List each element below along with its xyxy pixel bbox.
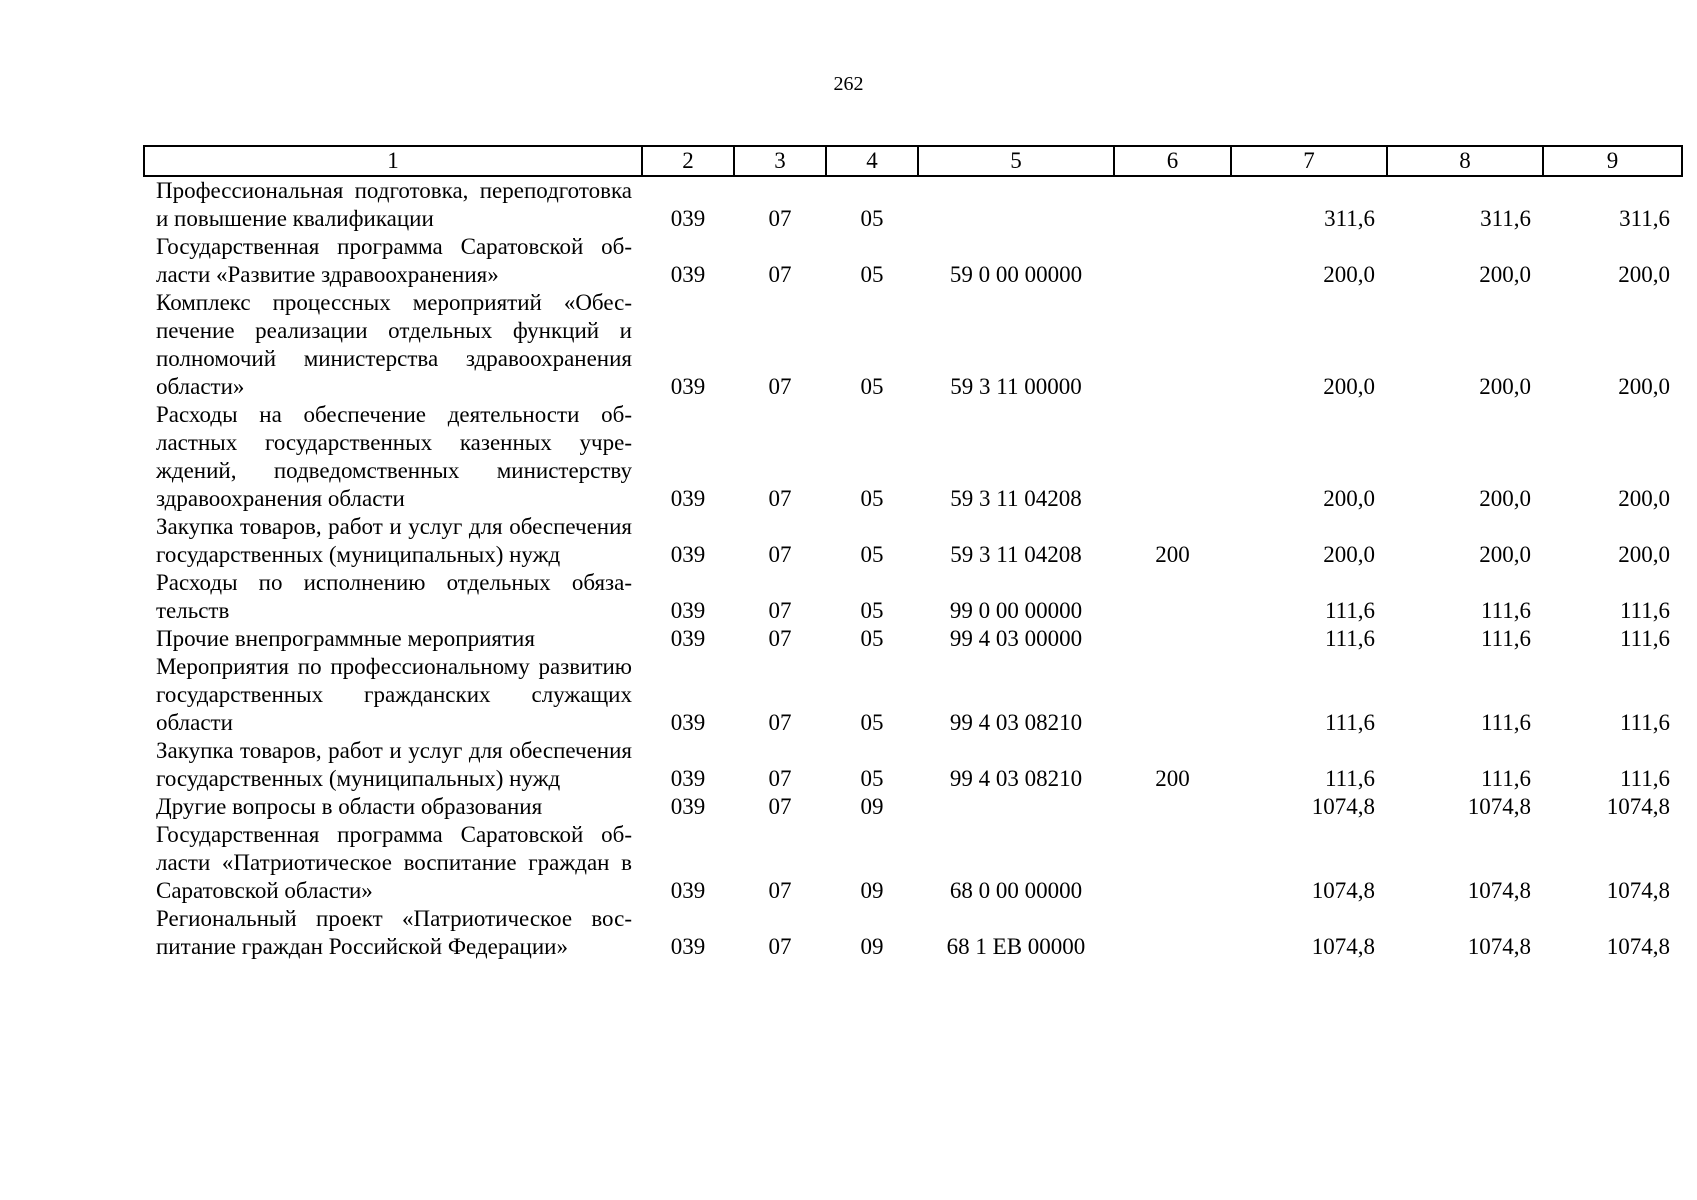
row-name-cell: Государственная программа Саратовской области «Развитие здравоохранения»: [156, 234, 632, 287]
subsection-cell: 05: [860, 598, 884, 623]
amount-cell: 311,6: [1619, 206, 1670, 231]
table-row: [144, 289, 1682, 401]
target-article-cell: 68 1 ЕВ 00000: [946, 934, 1086, 959]
amount-cell: 1074,8: [1311, 794, 1375, 819]
admin-code-cell: 039: [670, 542, 706, 567]
amount-cell: 1074,8: [1606, 794, 1670, 819]
table-row: [144, 793, 1682, 821]
table-row: [144, 905, 1682, 961]
row-name-cell: Прочие внепрограммные мероприятия: [156, 626, 535, 651]
subsection-cell: 05: [860, 262, 884, 287]
table-row: [144, 401, 1682, 513]
row-name-cell: Закупка товаров, работ и услуг для обеспечения государственных (муниципальных) нужд: [156, 738, 632, 791]
admin-code-cell: 039: [670, 206, 706, 231]
amount-cell: 111,6: [1324, 766, 1375, 791]
target-article-cell: 59 3 11 00000: [950, 374, 1082, 399]
row-name-cell: Государственная программа Саратовской области «Патриотическое воспитание граждан в Саратовской области»: [156, 822, 632, 903]
amount-cell: 200,0: [1323, 374, 1375, 399]
amount-cell: 1074,8: [1311, 934, 1375, 959]
expense-type-cell: [1114, 905, 1231, 961]
expense-type-cell: [1114, 176, 1231, 233]
row-name-cell: Расходы по исполнению отдельных обязательств: [156, 570, 632, 623]
admin-code-cell: 039: [670, 878, 706, 903]
admin-code-cell: 039: [670, 598, 706, 623]
target-article-cell: 59 0 00 00000: [949, 262, 1083, 287]
amount-cell: 200,0: [1479, 542, 1531, 567]
expense-type-cell: [1114, 569, 1231, 625]
column-header-3: 3: [734, 146, 826, 176]
row-name-cell: Комплекс процессных мероприятий «Обеспечение реализации отдельных функций и полномочий министерства здравоохранения области»: [156, 290, 632, 399]
amount-cell: 200,0: [1323, 486, 1375, 511]
target-article-cell: 59 3 11 04208: [950, 542, 1082, 567]
subsection-cell: 05: [860, 766, 884, 791]
amount-cell: 111,6: [1324, 626, 1375, 651]
section-cell: 07: [768, 626, 792, 651]
amount-cell: 200,0: [1323, 542, 1375, 567]
table-row: [144, 653, 1682, 737]
column-header-4: 4: [826, 146, 918, 176]
subsection-cell: 05: [860, 710, 884, 735]
section-cell: 07: [768, 542, 792, 567]
admin-code-cell: 039: [670, 262, 706, 287]
amount-cell: 111,6: [1480, 626, 1531, 651]
column-header-8: 8: [1387, 146, 1543, 176]
table-row: [144, 625, 1682, 653]
table-body: [144, 176, 1682, 961]
column-header-7: 7: [1231, 146, 1387, 176]
table-row: [144, 737, 1682, 793]
target-article-cell: 99 4 03 00000: [949, 626, 1083, 651]
subsection-cell: 05: [860, 542, 884, 567]
expense-type-cell: [1114, 625, 1231, 653]
row-name-cell: Профессиональная подготовка, переподготовка и повышение квалификации: [156, 178, 632, 231]
expense-type-cell: [1114, 653, 1231, 737]
section-cell: 07: [768, 262, 792, 287]
amount-cell: 1074,8: [1467, 878, 1531, 903]
page-number: 262: [833, 73, 864, 95]
budget-table: [143, 145, 1683, 961]
target-article-cell: 99 4 03 08210: [949, 766, 1083, 791]
subsection-cell: 05: [860, 206, 884, 231]
table-row: [144, 513, 1682, 569]
target-article-cell: 68 0 00 00000: [949, 878, 1083, 903]
target-article-cell: [918, 793, 1114, 821]
amount-cell: 200,0: [1618, 262, 1670, 287]
subsection-cell: 05: [860, 374, 884, 399]
amount-cell: 200,0: [1618, 542, 1670, 567]
expense-type-cell: [1114, 793, 1231, 821]
amount-cell: 311,6: [1324, 206, 1375, 231]
expense-type-cell: [1114, 233, 1231, 289]
subsection-cell: 09: [860, 794, 884, 819]
subsection-cell: 05: [860, 626, 884, 651]
section-cell: 07: [768, 598, 792, 623]
row-name-cell: Расходы на обеспечение деятельности областных государственных казенных учреждений, подведомственных министерству здравоохранения области: [156, 402, 632, 511]
column-header-1: 1: [144, 146, 642, 176]
amount-cell: 111,6: [1619, 766, 1670, 791]
amount-cell: 311,6: [1480, 206, 1531, 231]
column-header-6: 6: [1114, 146, 1231, 176]
amount-cell: 200,0: [1618, 374, 1670, 399]
section-cell: 07: [768, 486, 792, 511]
amount-cell: 1074,8: [1467, 794, 1531, 819]
expense-type-cell: [1114, 289, 1231, 401]
table-row: [144, 233, 1682, 289]
subsection-cell: 09: [860, 878, 884, 903]
amount-cell: 200,0: [1479, 374, 1531, 399]
amount-cell: 111,6: [1480, 710, 1531, 735]
section-cell: 07: [768, 710, 792, 735]
table-row: [144, 821, 1682, 905]
admin-code-cell: 039: [670, 374, 706, 399]
admin-code-cell: 039: [670, 934, 706, 959]
amount-cell: 200,0: [1479, 486, 1531, 511]
amount-cell: 111,6: [1324, 710, 1375, 735]
admin-code-cell: 039: [670, 626, 706, 651]
header-row: [144, 146, 1682, 176]
expense-type-cell: 200: [1155, 766, 1190, 791]
column-header-9: 9: [1543, 146, 1682, 176]
amount-cell: 111,6: [1619, 598, 1670, 623]
section-cell: 07: [768, 934, 792, 959]
target-article-cell: 59 3 11 04208: [950, 486, 1082, 511]
row-name-cell: Другие вопросы в области образования: [156, 794, 543, 819]
target-article-cell: 99 0 00 00000: [949, 598, 1083, 623]
amount-cell: 111,6: [1619, 626, 1670, 651]
subsection-cell: 05: [860, 486, 884, 511]
row-name-cell: Региональный проект «Патриотическое воспитание граждан Российской Федерации»: [156, 906, 632, 959]
row-name-cell: Закупка товаров, работ и услуг для обеспечения государственных (муниципальных) нужд: [156, 514, 632, 567]
section-cell: 07: [768, 206, 792, 231]
target-article-cell: [918, 176, 1114, 233]
amount-cell: 111,6: [1480, 598, 1531, 623]
amount-cell: 111,6: [1619, 710, 1670, 735]
table-row: [144, 176, 1682, 233]
section-cell: 07: [768, 878, 792, 903]
amount-cell: 200,0: [1323, 262, 1375, 287]
column-header-2: 2: [642, 146, 734, 176]
target-article-cell: 99 4 03 08210: [949, 710, 1083, 735]
subsection-cell: 09: [860, 934, 884, 959]
amount-cell: 1074,8: [1606, 878, 1670, 903]
section-cell: 07: [768, 766, 792, 791]
amount-cell: 200,0: [1618, 486, 1670, 511]
table-row: [144, 569, 1682, 625]
amount-cell: 200,0: [1479, 262, 1531, 287]
amount-cell: 111,6: [1480, 766, 1531, 791]
amount-cell: 111,6: [1324, 598, 1375, 623]
section-cell: 07: [768, 374, 792, 399]
amount-cell: 1074,8: [1606, 934, 1670, 959]
amount-cell: 1074,8: [1467, 934, 1531, 959]
admin-code-cell: 039: [670, 486, 706, 511]
column-header-5: 5: [918, 146, 1114, 176]
admin-code-cell: 039: [670, 766, 706, 791]
expense-type-cell: [1114, 401, 1231, 513]
admin-code-cell: 039: [670, 710, 706, 735]
row-name-cell: Мероприятия по профессиональному развитию государственных гражданских служащих области: [156, 654, 632, 735]
admin-code-cell: 039: [670, 794, 706, 819]
expense-type-cell: [1114, 821, 1231, 905]
section-cell: 07: [768, 794, 792, 819]
expense-type-cell: 200: [1155, 542, 1190, 567]
amount-cell: 1074,8: [1311, 878, 1375, 903]
